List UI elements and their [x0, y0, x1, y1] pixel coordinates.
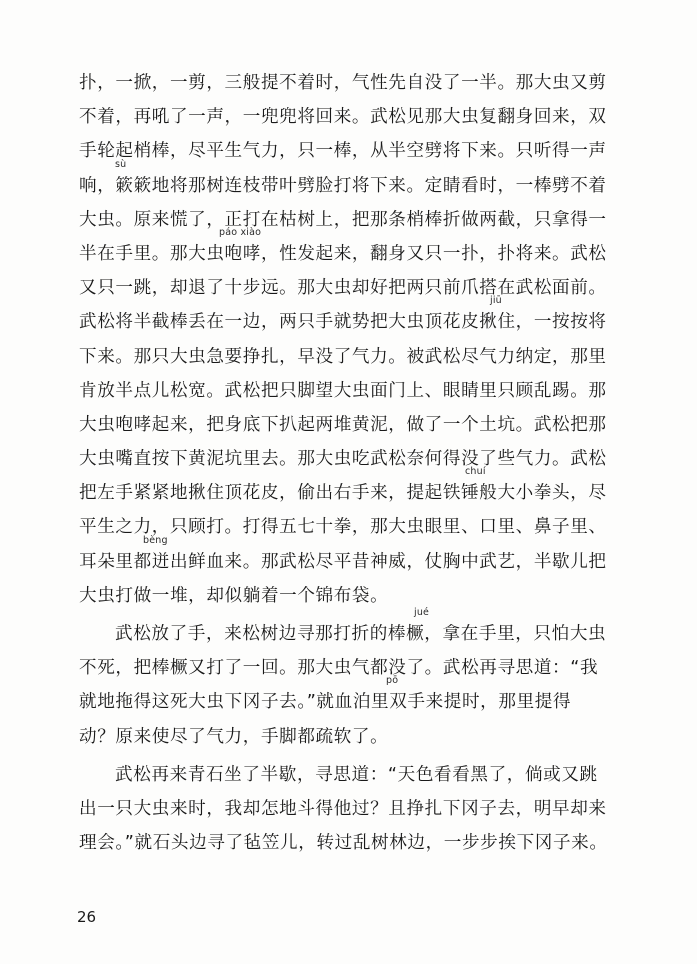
- pinyin-annotation: jiū: [490, 295, 502, 307]
- line-text: 半在手里。那大虫咆哮，性发起来，翻身又只一扑，扑将来。武松: [79, 243, 607, 264]
- text-line: 出一只大虫来时，我却怎地斗得他过？且挣扎下冈子去，明早却来: [79, 798, 607, 819]
- text-line: [79, 295, 623, 339]
- pinyin-annotation: chuí: [465, 466, 486, 478]
- pinyin-annotation: jué: [414, 607, 430, 618]
- text-line: 大虫嘴直按下黄泥坑里去。那大虫吃武松奈何得没了些气力。武松: [79, 449, 607, 470]
- text-line: 武松再来青石坐了半歇，寻思道：“天色看看黑了，倘或又跳: [115, 764, 598, 785]
- text-line: [79, 226, 623, 271]
- text-line: 大虫。原来慌了，正打在枯树上，把那条梢棒折做两截，只拿得一: [79, 209, 607, 230]
- pinyin-annotation: pō: [386, 675, 399, 687]
- text-line: [79, 607, 623, 651]
- line-text: 武松放了手，来松树边寻那打折的棒橛，拿在手里，只怕大虫: [115, 624, 607, 644]
- pinyin-annotation: bèng: [143, 534, 168, 546]
- text-line: 大虫咆哮起来，把身底下扒起两堆黄泥，做了一个土坑。武松把那: [79, 414, 607, 435]
- page-number: 26: [77, 908, 97, 926]
- text-line: [79, 675, 623, 719]
- body-text: [79, 66, 623, 860]
- text-line: 理会。”就石头边寻了毡笠儿，转过乱树林边，一步步挨下冈子来。: [79, 833, 608, 854]
- text-line: 又只一跳，却退了十步远。那大虫却好把两只前爪搭在武松面前。: [79, 278, 607, 299]
- text-line: 手轮起梢棒，尽平生气力，只一棒，从半空劈将下来。只听得一声: [79, 141, 607, 162]
- text-line: 扑，一掀，一剪，三般提不着时，气性先自没了一半。那大虫又剪: [79, 73, 607, 93]
- text-line: [79, 158, 623, 203]
- text-line: 肯放半点儿松宽。武松把只脚望大虫面门上、眼睛里只顾乱踢。那: [79, 380, 607, 401]
- pinyin-annotation: sù: [115, 158, 127, 170]
- line-text: 就地拖得这死大虫下冈子去。”就血泊里双手来提时，那里提得: [79, 692, 572, 713]
- pinyin-annotation: páo xiào: [219, 226, 262, 238]
- text-line: 平生之力，只顾打。打得五七十拳，那大虫眼里、口里、鼻子里、: [79, 517, 607, 538]
- line-text: 把左手紧紧地揪住顶花皮，偷出右手来，提起铁锤般大小拳头，尽: [79, 483, 607, 504]
- text-line: 动？原来使尽了气力，手脚都疏软了。: [79, 726, 389, 747]
- line-text: 响，簌簌地将那树连枝带叶劈脸打将下来。定睛看时，一棒劈不着: [79, 175, 607, 196]
- text-line: 大虫打做一堆，却似躺着一个锦布袋。: [79, 585, 389, 606]
- text-line: 下来。那只大虫急要挣扎，早没了气力。被武松尽气力纳定，那里: [79, 346, 607, 367]
- text-line: 不着，再吼了一声，一兜兜将回来。武松见那大虫复翻身回来，双: [79, 107, 607, 128]
- line-text: 耳朵里都迸出鲜血来。那武松尽平昔神威，仗胸中武艺，半歇儿把: [79, 551, 607, 572]
- line-text: 武松将半截棒丢在一边，两只手就势把大虫顶花皮揪住，一按按将: [79, 312, 607, 333]
- text-line: 不死，把棒橛又打了一回。那大虫气都没了。武松再寻思道：“我: [79, 658, 599, 679]
- text-line: [79, 466, 623, 510]
- text-line: [79, 534, 623, 579]
